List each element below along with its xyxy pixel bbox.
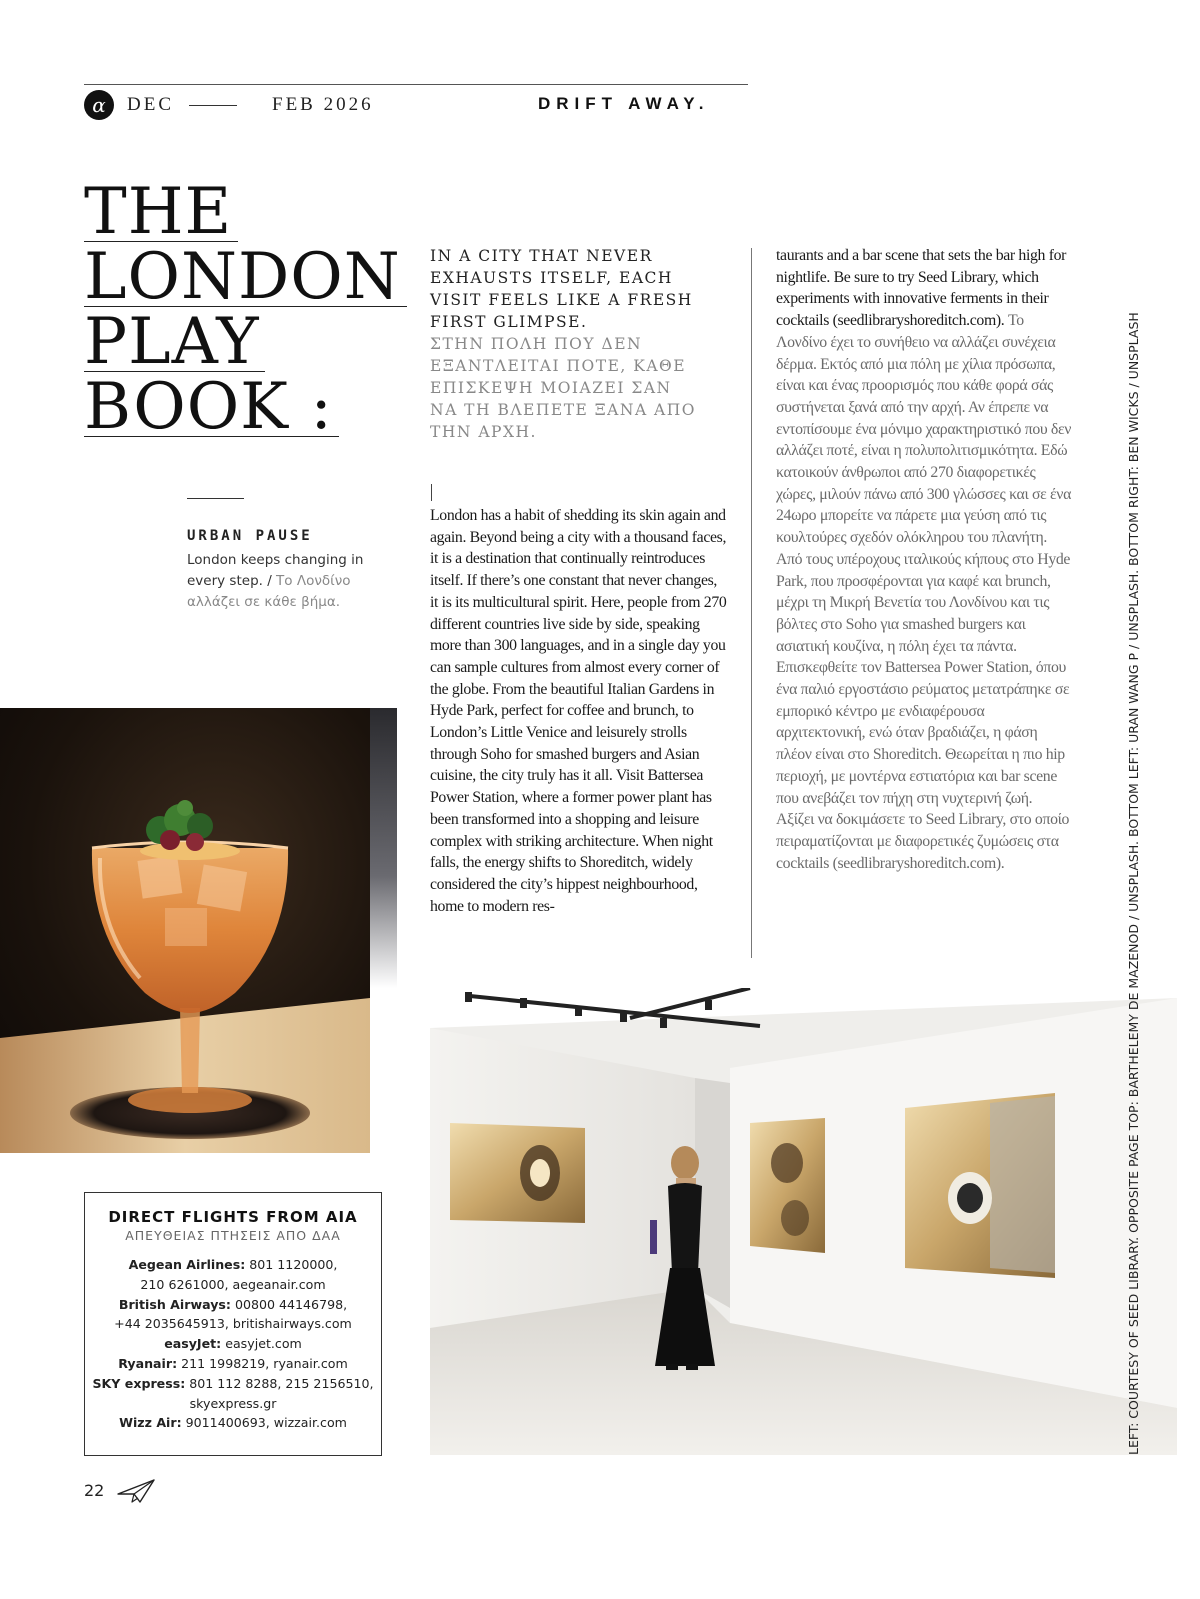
intro-text-en: IN A CITY THAT NEVER EXHAUSTS ITSELF, EACH VISIT FEELS LIKE A FRESH FIRST GLIMPSE. (430, 247, 693, 331)
airline-name: SKY express: (92, 1375, 186, 1391)
airline-contact: 801 112 8288, 215 2156510, (185, 1375, 374, 1391)
page-number: 22 (84, 1481, 105, 1500)
airline-contact: 801 1120000, (245, 1257, 338, 1272)
direct-flights-box (84, 1192, 382, 1456)
caption-dash (187, 498, 244, 499)
airline-name: Ryanair: (118, 1355, 178, 1371)
issue-end: FEB 2026 (272, 94, 374, 115)
airline-entry (85, 1255, 381, 1295)
issue-dash (189, 105, 237, 106)
header-rule (84, 84, 748, 85)
airline-entry (85, 1354, 381, 1374)
airline-entry (85, 1413, 381, 1433)
airline-contact: skyexpress.gr (189, 1395, 277, 1411)
airline-list (85, 1255, 381, 1433)
flights-subtitle: ΑΠΕΥΘΕΙΑΣ ΠΤΗΣΕΙΣ ΑΠΟ ΔΑΑ (125, 1228, 341, 1243)
title-line (84, 240, 414, 314)
issue-start: DEC (127, 94, 174, 115)
magazine-logo-icon: α (84, 90, 114, 120)
title-line (84, 370, 414, 444)
title-line-text: THE (84, 183, 238, 242)
airline-contact: 210 6261000, aegeanair.com (140, 1276, 326, 1292)
caption-text-gr: Το Λονδίνο αλλάζει σε κάθε βήμα. (187, 573, 351, 610)
gallery-photo (430, 988, 1177, 1455)
intro-text-gr: ΣΤΗΝ ΠΟΛΗ ΠΟΥ ΔΕΝ ΕΞΑΝΤΛΕΙΤΑΙ ΠΟΤΕ, ΚΑΘΕ ΕΠΙΣΚΕΨΗ ΜΟΙΑΖΕΙ ΣΑΝ ΝΑ ΤΗ ΒΛΕΠΕΤΕ ΞΑΝΑ ΑΠΟ ΤΗΝ ΑΡΧΗ. (430, 335, 696, 441)
title-line (84, 305, 414, 379)
intro-text (430, 245, 700, 443)
airline-name: British Airways: (118, 1296, 231, 1312)
column-divider (751, 248, 752, 958)
airline-entry (85, 1295, 381, 1335)
caption-text-en: London keeps changing in every step. / (187, 552, 364, 589)
section-tagline: DRIFT AWAY. (538, 94, 710, 113)
airline-contact: 211 1998219, ryanair.com (177, 1355, 348, 1371)
flights-title: DIRECT FLIGHTS FROM AIA (108, 1208, 358, 1226)
text-start-mark (431, 484, 432, 501)
airline-contact: 9011400693, wizzair.com (181, 1415, 347, 1431)
airline-name: Wizz Air: (119, 1415, 182, 1431)
paper-plane-icon (116, 1478, 156, 1504)
airline-contact: easyjet.com (221, 1336, 302, 1352)
body-column-2 (776, 245, 1072, 874)
photo-credit: LEFT: COURTESY OF SEED LIBRARY. OPPOSITE PAGE TOP: BARTHELEMY DE MAZENOD / UNSPLASH. BOTTOM LEFT: URAN WANG P / UNSPLASH. BOTTOM RIGHT: BEN WICKS / UNSPLASH (1126, 312, 1141, 1455)
airline-contact: 00800 44146798, (230, 1296, 348, 1312)
cocktail-photo (0, 708, 397, 1153)
body-column-1: London has a habit of shedding its skin again and again. Beyond being a city with a thousand faces, it is a destination that continually reintroduces itself. If there’s one constant that never changes, it is its multicultural spirit. Here, people from 270 different countries live side by side, speaking more than 300 languages, and in a single day you can sample cultures from almost every corner of the globe. From the beautiful Italian Gardens in Hyde Park, perfect for coffee and brunch, to London’s Little Venice and leisurely strolls through Soho for smashed burgers and Asian cuisine, the city truly has it all. Visit Battersea Power Station, where a former power plant has been transformed into a shopping and leisure complex with striking architecture. When night falls, the energy shifts to Shoreditch, widely considered the city’s hippest neighbourhood, home to modern res- (430, 507, 727, 915)
cocktail-illustration (0, 708, 397, 1153)
airline-name: Aegean Airlines: (128, 1257, 246, 1272)
title-line (84, 175, 414, 249)
caption-text (187, 550, 387, 613)
title-line-text: PLAY (84, 313, 265, 372)
airline-entry (85, 1374, 381, 1414)
airline-name: easyJet: (164, 1336, 222, 1352)
airline-contact: +44 2035645913, britishairways.com (114, 1316, 352, 1332)
title-line-text: LONDON (84, 248, 407, 307)
title-line-text: BOOK : (84, 378, 339, 437)
gallery-illustration (430, 988, 1177, 1455)
body-column-2-en: taurants and a bar scene that sets the bar high for nightlife. Be sure to try Seed Library, which experiments with innovative ferments in their cocktails (seedlibraryshoreditch.com). (776, 247, 1067, 330)
article-title (84, 175, 414, 444)
caption-label: URBAN PAUSE (187, 528, 313, 544)
airline-entry (85, 1334, 381, 1354)
body-column-2-gr: Το Λονδίνο έχει το συνήθειο να αλλάζει συνέχεια δέρμα. Εκτός από μια πόλη με χίλια πρόσωπα, είναι και ένας προορισμός που κάθε φορά σάς συστήνεται ξανά από την αρχή. Αν έπρεπε να εντοπίσουμε ένα μόνιμο χαρακτηριστικό που δεν αλλάζει ποτέ, είναι η πολυπολιτισμικότητα. Εδώ κατοικούν άνθρωποι από 270 διαφορετικές χώρες, μιλούν πάνω από 300 γλώσσες και σε ένα 24ωρο μπορείτε να πάρετε μια γεύση από τις κουλτούρες σχεδόν ολόκληρου του πλανήτη. Από τους υπέροχους ιταλικούς κήπους στο Hyde Park, που προσφέρονται για καφέ και brunch, μέχρι τη Μικρή Βενετία του Λονδίνου και τις βόλτες στο Soho για smashed burgers και ασιατική κουζίνα, η πόλη έχει τα πάντα. Επισκεφθείτε τον Battersea Power Station, όπου ένα παλιό εργοστάσιο ρεύματος μετατράπηκε σε εμπορικό κέντρο με ενδιαφέρουσα αρχιτεκτονική, ενώ όταν βραδιάζει, η φάση πλέον είναι στο Shoreditch. Θεωρείται η πιο hip περιοχή, με μοντέρνα εστιατόρια και bar scene που ανεβάζει τον πήχη στη νυχτερινή ζωή. Αξίζει να δοκιμάσετε το Seed Library, στο οποίο πειραματίζονται με διαφορετικές ζυμώσεις στα cocktails (seedlibraryshoreditch.com). (776, 312, 1072, 872)
